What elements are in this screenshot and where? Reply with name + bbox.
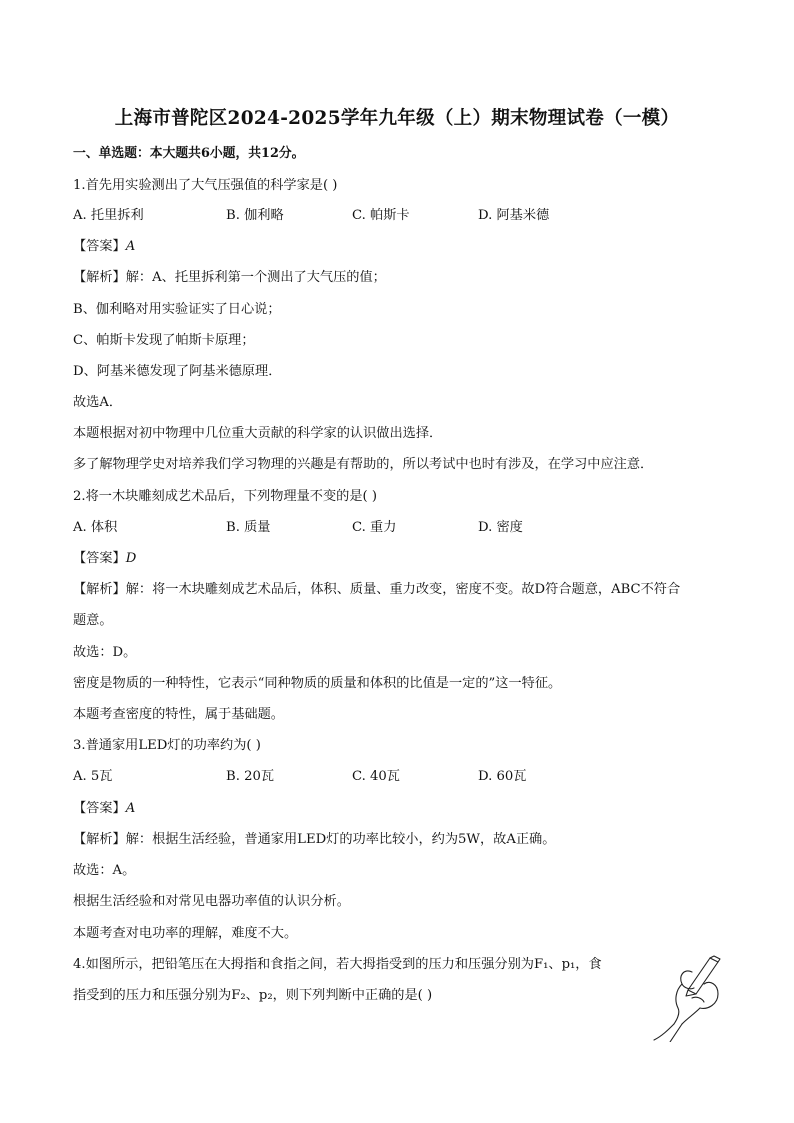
analysis-text: 本题根据对初中物理中几位重大贡献的科学家的认识做出选择． — [73, 426, 443, 441]
question-2-stem: 2.将一木块雕刻成艺术品后，下列物理量不变的是( ) — [73, 489, 377, 504]
section-heading: 一、单选题：本大题共6小题，共12分。 — [73, 146, 305, 161]
analysis-text: B、伽利略对用实验证实了日心说； — [73, 302, 281, 317]
answer-line — [73, 800, 135, 818]
analysis-text: 解：根据生活经验，普通家用LED灯的功率比较小，约为5W，故A正确。 — [125, 832, 556, 847]
analysis-text: 故选A． — [73, 395, 123, 410]
option-b: B. 伽利略 — [226, 208, 284, 223]
option-b: B. 20瓦 — [226, 769, 275, 784]
option-b: B. 质量 — [226, 520, 271, 535]
option-c: C. 重力 — [352, 520, 397, 535]
analysis-line — [73, 581, 680, 599]
answer-value: D — [125, 551, 137, 566]
analysis-text: 题意。 — [73, 613, 113, 628]
option-d: D. 60瓦 — [478, 769, 527, 784]
analysis-text: 密度是物质的一种特性，它表示“同种物质的质量和体积的比值是一定的”这一特征。 — [73, 676, 562, 691]
option-c: C. 40瓦 — [352, 769, 400, 784]
answer-tag: 【答案】 — [73, 551, 126, 566]
analysis-tag: 【解析】 — [73, 582, 126, 597]
answer-value: A — [125, 239, 136, 254]
answer-tag: 【答案】 — [73, 801, 126, 816]
analysis-text: 多了解物理学史对培养我们学习物理的兴趣是有帮助的，所以考试中也时有涉及，在学习中应注意． — [73, 457, 654, 472]
question-4-stem-line1: 4.如图所示，把铅笔压在大拇指和食指之间，若大拇指受到的压力和压强分别为F₁、p₁，食 — [73, 957, 602, 972]
question-3-stem: 3.普通家用LED灯的功率约为( ) — [73, 738, 261, 753]
hand-pencil-figure — [648, 954, 728, 1042]
analysis-text: 解：将一木块雕刻成艺术品后，体积、质量、重力改变，密度不变。故D符合题意，ABC不符合 — [125, 582, 681, 597]
page-title: 上海市普陀区2024-2025学年九年级（上）期末物理试卷（一模） — [114, 108, 680, 129]
analysis-text: 本题考查对电功率的理解，难度不大。 — [73, 926, 298, 941]
option-a: A. 托里拆利 — [73, 208, 144, 223]
answer-tag: 【答案】 — [73, 239, 126, 254]
answer-value: A — [125, 801, 136, 816]
option-c: C. 帕斯卡 — [352, 208, 410, 223]
analysis-text: 解：A、托里拆利第一个测出了大气压的值； — [125, 270, 386, 285]
analysis-line — [73, 269, 386, 287]
option-a: A. 体积 — [73, 520, 118, 535]
answer-line — [73, 238, 135, 256]
option-a: A. 5瓦 — [73, 769, 113, 784]
analysis-text: 本题考查密度的特性，属于基础题。 — [73, 707, 284, 722]
analysis-line — [73, 831, 555, 849]
answer-line — [73, 550, 136, 568]
analysis-text: 故选：A。 — [73, 863, 136, 878]
option-d: D. 密度 — [478, 520, 523, 535]
question-1-stem: 1.首先用实验测出了大气压强值的科学家是( ) — [73, 178, 338, 193]
analysis-tag: 【解析】 — [73, 270, 126, 285]
analysis-text: D、阿基米德发现了阿基米德原理． — [73, 364, 282, 379]
analysis-text: 根据生活经验和对常见电器功率值的认识分析。 — [73, 894, 350, 909]
option-d: D. 阿基米德 — [478, 208, 550, 223]
analysis-tag: 【解析】 — [73, 832, 126, 847]
question-4-stem-line2: 指受到的压力和压强分别为F₂、p₂，则下列判断中正确的是( ) — [73, 988, 433, 1003]
analysis-text: 故选：D。 — [73, 645, 137, 660]
analysis-text: C、帕斯卡发现了帕斯卡原理； — [73, 333, 255, 348]
